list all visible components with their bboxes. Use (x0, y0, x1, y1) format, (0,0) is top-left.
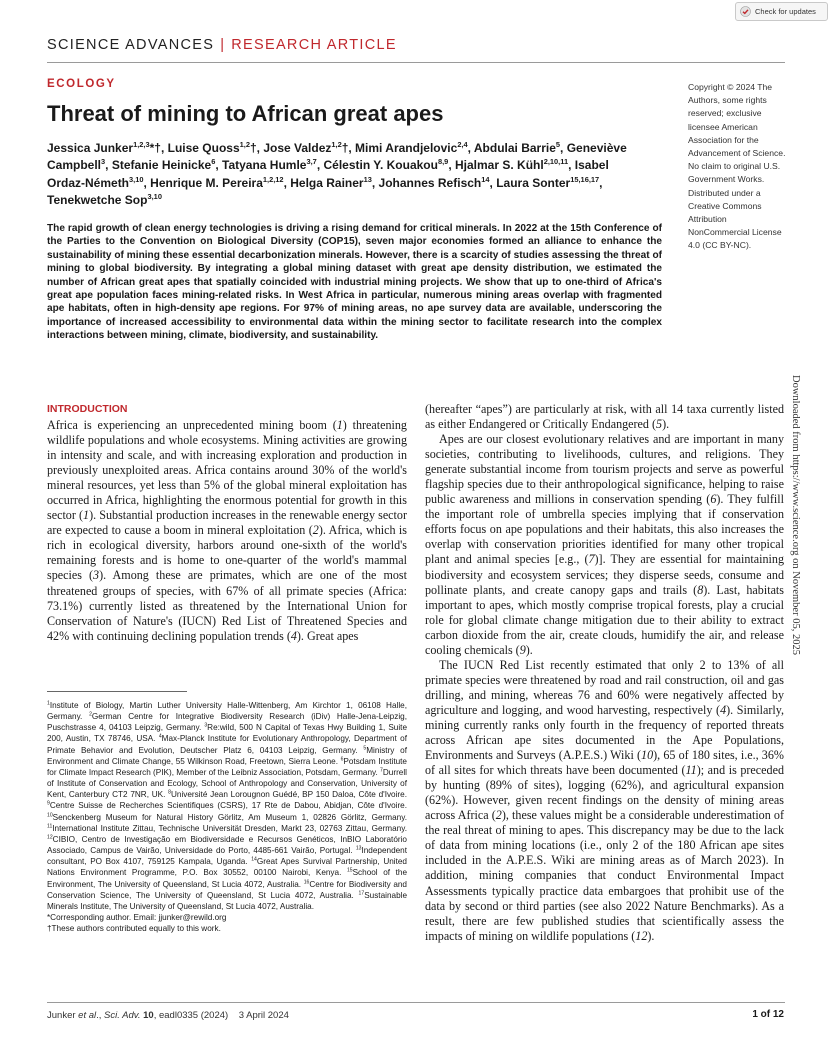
affiliations: $^1$Institute of Biology, Martin Luther University Halle-Wittenberg, Am Kirchtor 1, 06108 Halle, Germany. $^2$German Centre for Integrative Biodiversity Research (iDiv) Halle-Jena-Leipzig, Puschstrasse 4, 04103 Leipzig, Germany. $^3$Re:wild, 500 N Capital of Texas Hwy Building 1, Suite 200, Austin, TX 78746, USA. $^4$Max-Planck Institute for Evolutionary Anthropology, Department of Primate Behavior and Evolution, Deutscher Platz 6, 04103 Leipzig, Germany. $^5$Ministry of Environment and Climate Change, 55 Wilkinson Road, Freetown, Sierra Leone. $^6$Potsdam Institute for Climate Impact Research (PIK), Member of the Leibniz Association, Potsdam, Germany. $^7$Durrell of Institute of Conservation and Ecology, School of Anthropology and Conservation, University of Kent, Canterbury CT2 7NR, UK. $^8$Université Jean Lorougnon Guédé, BP 150 Daloa, Côte d'Ivoire. $^9$Centre Suisse de Recherches Scientifiques (CSRS), 17 Rte de Dabou, Abidjan, Côte d'Ivoire. $^{10}$Senckenberg Museum for Natural History Görlitz, Am Museum 1, 02826 Görlitz, Germany. $^{11}$International Institute Zittau, Technische Universität Dresden, Markt 23, 02763 Zittau, Germany. $^{12}$CIBIO, Centro de Investigação em Biodiversidade e Recursos Genéticos, InBIO Laboratório Associado, Campus de Vairão, Universidade do Porto, 4485-661 Vairão, Portugal. $^{13}$Independent consultant, PO Box 4107, 759125 Kampala, Uganda. $^{14}$Great Apes Survival Partnership, United Nations Environment Programme, P.O. Box 30552, 00100 Nairobi, Kenya. $^{15}$School of the Environment, The University of Queensland, St Lucia 4072, Australia. $^{16}$Centre for Biodiversity and Conservation Science, The University of Queensland, St Lucia 4072, Australia. $^{17}$Sustainable Minerals Institute, The University of Queensland, St Lucia 4072, Australia. (47, 700, 407, 911)
section-heading-introduction: INTRODUCTION (47, 403, 128, 415)
header-separator: | (220, 37, 226, 53)
copyright-notice: Copyright © 2024 The Authors, some rights reserved; exclusive licensee American Association for the Advancement of Science. No claim to original U.S. Government Works. Distributed under a Creative Commons Attribution NonCommercial License 4.0 (CC BY-NC). (688, 82, 786, 251)
footer-divider (47, 1002, 785, 1003)
affiliations-footnotes (47, 700, 407, 934)
equal-contribution-note: †These authors contributed equally to this work. (47, 924, 221, 934)
author-list: Jessica Junker$^{1,2,3}$*†, Luise Quoss$^{1,2}$†, Jose Valdez$^{1,2}$†, Mimi Arandjelovic$^{2,4}$, Abdulai Barrie$^5$, Geneviève Campbell$^3$, Stefanie Heinicke$^6$, Tatyana Humle$^{3,7}$, Célestin Y. Kouakou$^{8,9}$, Hjalmar S. Kühl$^{2,10,11}$, Isabel Ordaz-Németh$^{3,10}$, Henrique M. Pereira$^{1,2,12}$, Helga Rainer$^{13}$, Johannes Refisch$^{14}$, Laura Sonter$^{15,16,17}$, Tenekwetche Sop$^{3,10}$ (47, 140, 627, 207)
page-number: 1 of 12 (752, 1009, 784, 1020)
body-text-column-right (425, 402, 784, 944)
article-type: RESEARCH ARTICLE (231, 37, 397, 53)
journal-header (47, 37, 397, 53)
abstract: The rapid growth of clean energy technologies is driving a rising demand for critical minerals. In 2022 at the 15th Conference of the Parties to the Convention on Biological Diversity (COP15), seven major economies formed an alliance to enhance the sustainability of mining these essential decarbonization minerals. However, there is a scarcity of studies assessing the threat of mining to global biodiversity. By integrating a global mining dataset with great ape density distribution, we estimated the number of African great apes that spatially coincided with industrial mining projects. We show that up to one-third of Africa's great ape population faces mining-related risks. In West Africa in particular, numerous mining areas overlap with fragmented ape habitats, often in high-density ape regions. For 97% of mining areas, no ape survey data are available, underscoring the importance of increased accessibility to environmental data within the mining sector to facilitate research into the complex interactions between mining, climate, biodiversity, and sustainability. (47, 223, 662, 342)
header-divider (47, 62, 785, 63)
check-for-updates-label: Check for updates (755, 7, 816, 16)
check-for-updates-button[interactable] (735, 2, 828, 21)
article-title: Threat of mining to African great apes (47, 101, 444, 126)
check-for-updates-icon (740, 6, 751, 17)
subject-category: ECOLOGY (47, 78, 116, 90)
footnote-divider (47, 691, 187, 692)
paragraph: Apes are our closest evolutionary relatives and are important in many societies, contributing to livelihoods, cultures, and religions. They generate substantial income from tourism projects and serve as powerful flagship species due to their anthropological significance, helping to raise public awareness and millions in conservation spending (6). They fulfill the important role of umbrella species implying that if conservation efforts focus on ape populations and their habitats, this also increases the overlap with conservation priorities identified for many other tropical plant and animal species [e.g., (7)]. They are essential for maintaining biodiversity and ecosystem services; they disperse seeds, consume and pollinate plants, and create canopy gaps and trails (8). Last, habitats important to apes, which mostly comprise tropical forests, play a crucial role for global climate change mitigation due to their ability to extract carbon dioxide from the air, create clouds, humidify the air, and release cooling chemicals (9). (425, 432, 785, 657)
body-text-column-left: Africa is experiencing an unprecedented mining boom (1) threatening wildlife populations and whole ecosystems. Mining activities are growing in intensity and scale, and with increasing exploration and production in previously unexploited areas. Africa contains around 30% of the world's mineral resources, yet less than 5% of the global mineral exploitation has occurred in Africa, highlighting the enormous potential for growth in this sector (1). Substantial production increases in the renewable energy sector are expected to cause a boom in mineral exploitation (2). Africa, which is rich in ecological diversity, harbors around one-sixth of the world's remaining forests and is home to one-quarter of the world's mammal species (3). Among these are primates, which are one of the most threatened groups of species, with 67% of all primate species (Africa: 73.1%) currently listed as threatened by the International Union for Conservation of Nature's (IUCN) Red List of Threatened Species and 42% with continuing declining population trends (4). Great apes (47, 418, 408, 643)
paragraph: The IUCN Red List recently estimated that only 2 to 13% of all primate species were threatened by road and rail construction, oil and gas drilling, and mining, whereas 76 and 60% were negatively affected by agriculture and logging, and wood harvesting, respectively (4). Similarly, mining currently ranks only fourth in the frequency of reported threats across African ape sites documented in the Ape Populations, Environments and Surveys (A.P.E.S.) Wiki (10), 65 of 180 sites, i.e., 36% of all sites for which threats have been documented (11); and is preceded by hunting (89% of sites), logging (62%), and agricultural expansion (62%). However, given recent findings on the density of mining areas across Africa (2), these values might be a considerable underestimation of the real threat of mining to apes. This discrepancy may be due to the lack of data from mining locations (i.e., only 2 of the 180 African ape sites included in the A.P.E.S. Wiki are mining areas as of March 2023). In addition, mining companies that conduct Environmental Impact Assessments typically practice data embargoes that prohibit use of the data by second or third parties (see also 2022 Nature Benchmarks). As a result, there are few published studies that scientifically assess the impacts of mining on wildlife populations (12). (425, 657, 785, 943)
corresponding-author: *Corresponding author. Email: jjunker@rewild.org (47, 912, 227, 922)
paragraph: (hereafter “apes”) are particularly at risk, with all 14 taxa currently listed as either Endangered or Critically Endangered (5). (425, 402, 784, 432)
journal-name: SCIENCE ADVANCES (47, 37, 215, 53)
footer-citation: Junker et al., Sci. Adv. 10, eadl0335 (2024) 3 April 2024 (47, 1010, 289, 1021)
download-notice: Downloaded from https://www.science.org on November 05, 2025 (790, 375, 801, 655)
